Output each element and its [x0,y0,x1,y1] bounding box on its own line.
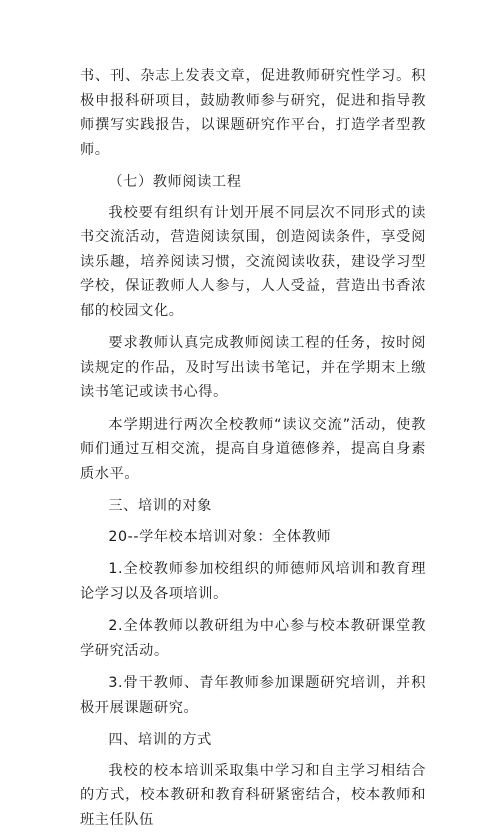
paragraph-training-methods: 我校的校本培训采取集中学习和自主学习相结合的方式，校本教研和教育科研紧密结合，校本教师和班主任队伍 [80,759,426,832]
list-item-training-target-1: 1.全校教师参加校组织的师德师风培训和教育理论学习以及各项培训。 [80,557,426,606]
section-heading-training-targets: 三、培训的对象 [80,494,426,519]
paragraph-training-target-summary: 20--学年校本培训对象：全体教师 [80,525,426,550]
list-item-training-target-2: 2.全体教师以教研组为中心参与校本教研课堂教学研究活动。 [80,614,426,663]
paragraph-reading-exchange: 本学期进行两次全校教师“读议交流”活动，使教师们通过互相交流，提高自身道德修养，提高自身素质水平。 [80,413,426,487]
section-heading-teacher-reading-project: （七）教师阅读工程 [80,170,426,195]
list-item-training-target-3: 3.骨干教师、青年教师参加课题研究培训，并积极开展课题研究。 [80,671,426,720]
paragraph-reading-activities: 我校要有组织有计划开展不同层次不同形式的读书交流活动，营造阅读氛围，创造阅读条件，享受阅读乐趣，培养阅读习惯，交流阅读收获，建设学习型学校，保证教师人人参与，人人受益，营造出书香浓郁的校园文化。 [80,201,426,324]
paragraph-reading-requirements: 要求教师认真完成教师阅读工程的任务，按时阅读规定的作品，及时写出读书笔记，并在学期末上缴读书笔记或读书心得。 [80,331,426,405]
paragraph-research-publishing: 书、刊、杂志上发表文章，促进教师研究性学习。积极申报科研项目，鼓励教师参与研究，促进和指导教师撰写实践报告，以课题研究作平台，打造学者型教师。 [80,64,426,162]
section-heading-training-methods: 四、培训的方式 [80,728,426,753]
